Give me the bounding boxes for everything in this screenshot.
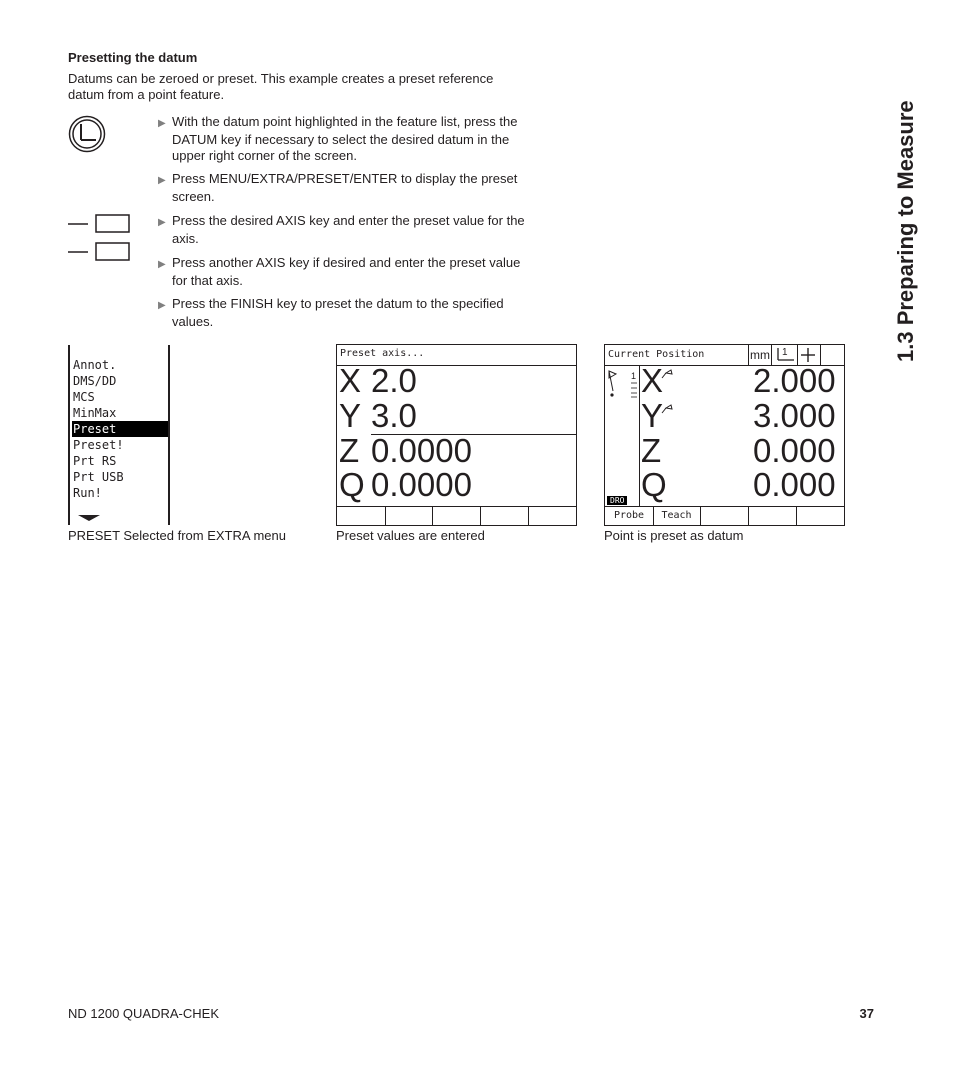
softkey-1[interactable] [337,507,386,525]
preset-axis-screen [336,344,577,526]
preset-value-x[interactable]: 2.0 [371,362,417,399]
menu-item-preset[interactable]: Preset [72,421,168,437]
feature-flag-icon [607,369,619,399]
softkey-4[interactable] [480,507,529,525]
triangle-right-icon: ▶ [158,118,166,129]
axis-label-z: Z [641,432,662,469]
menu-item-run[interactable]: Run! [73,486,102,500]
datum-indicator-icon[interactable]: 1 [782,347,788,358]
triangle-right-icon: ▶ [158,217,166,228]
side-number: 1 [631,371,637,381]
position-screen-caption: Point is preset as datum [604,528,744,543]
probe-flag-icon [661,366,673,376]
axis-label-x: X [641,362,664,399]
axis-label-q: Q [641,466,667,503]
triangle-right-icon: ▶ [158,300,166,311]
preset-row-z[interactable]: Z [339,432,360,469]
position-value-z: 0.000 [753,432,836,469]
softkey-3[interactable] [432,507,481,525]
step-4: ▶ Press another AXIS key if desired and enter the preset value for that axis. [158,255,521,288]
triangle-right-icon: ▶ [158,175,166,186]
step-5: ▶ Press the FINISH key to preset the datum to the specified values. [158,296,504,329]
softkey-row [337,506,576,525]
menu-item-prt-usb[interactable]: Prt USB [73,470,124,484]
menu-screen-caption: PRESET Selected from EXTRA menu [68,528,286,543]
menu-item-annot[interactable]: Annot. [73,358,117,372]
side-number-sublabel-icon [630,381,638,399]
screen-title: Preset axis... [340,348,425,359]
softkey-probe[interactable]: Probe [605,507,654,525]
axis-key-icon [68,214,132,264]
position-value-y: 3.000 [753,397,836,434]
section-heading: Presetting the datum [68,50,198,65]
menu-item-prt-rs[interactable]: Prt RS [73,454,117,468]
preset-value-z[interactable]: 0.0000 [371,432,472,469]
menu-item-minmax[interactable]: MinMax [73,406,117,420]
datum-key-icon [68,115,106,153]
intro-paragraph: Datums can be zeroed or preset. This example creates a preset reference datum from a point feature. [68,71,494,102]
preset-row-q[interactable]: Q [339,466,365,503]
position-value-q: 0.000 [753,466,836,503]
current-position-screen [604,344,845,526]
softkey-row [605,506,844,525]
step-1: ▶ With the datum point highlighted in the feature list, press the DATUM key if necessary to select the desired datum in the upper right corner of the screen. [158,114,518,163]
triangle-right-icon: ▶ [158,259,166,270]
preset-value-y[interactable]: 3.0 [371,397,417,434]
softkey-4[interactable] [748,507,797,525]
preset-row-y[interactable]: Y [339,397,362,434]
units-indicator[interactable]: mm [750,348,770,362]
step-3: ▶ Press the desired AXIS key and enter the preset value for the axis. [158,213,525,246]
crosshair-icon[interactable] [799,347,817,363]
chapter-side-title: 1.3 Preparing to Measure [893,100,918,362]
preset-value-q[interactable]: 0.0000 [371,466,472,503]
dro-label[interactable]: DRO [607,496,627,505]
softkey-3[interactable] [700,507,749,525]
extra-menu-screen [68,345,171,525]
softkey-5[interactable] [796,507,843,525]
preset-row-x[interactable]: X [339,362,362,399]
probe-flag-icon [661,401,673,411]
footer-product-name: ND 1200 QUADRA-CHEK [68,1006,219,1021]
step-2: ▶ Press MENU/EXTRA/PRESET/ENTER to display the preset screen. [158,171,518,204]
position-value-x: 2.000 [753,362,836,399]
softkey-teach[interactable]: Teach [653,507,701,525]
menu-item-dms-dd[interactable]: DMS/DD [73,374,117,388]
axis-label-y: Y [641,397,664,434]
page-number: 37 [859,1006,874,1021]
menu-item-preset-bang[interactable]: Preset! [73,438,124,452]
softkey-2[interactable] [385,507,433,525]
triangle-down-icon[interactable] [78,515,100,521]
screen-title: Current Position [608,349,705,360]
menu-item-mcs[interactable]: MCS [73,390,95,404]
preset-screen-caption: Preset values are entered [336,528,485,543]
